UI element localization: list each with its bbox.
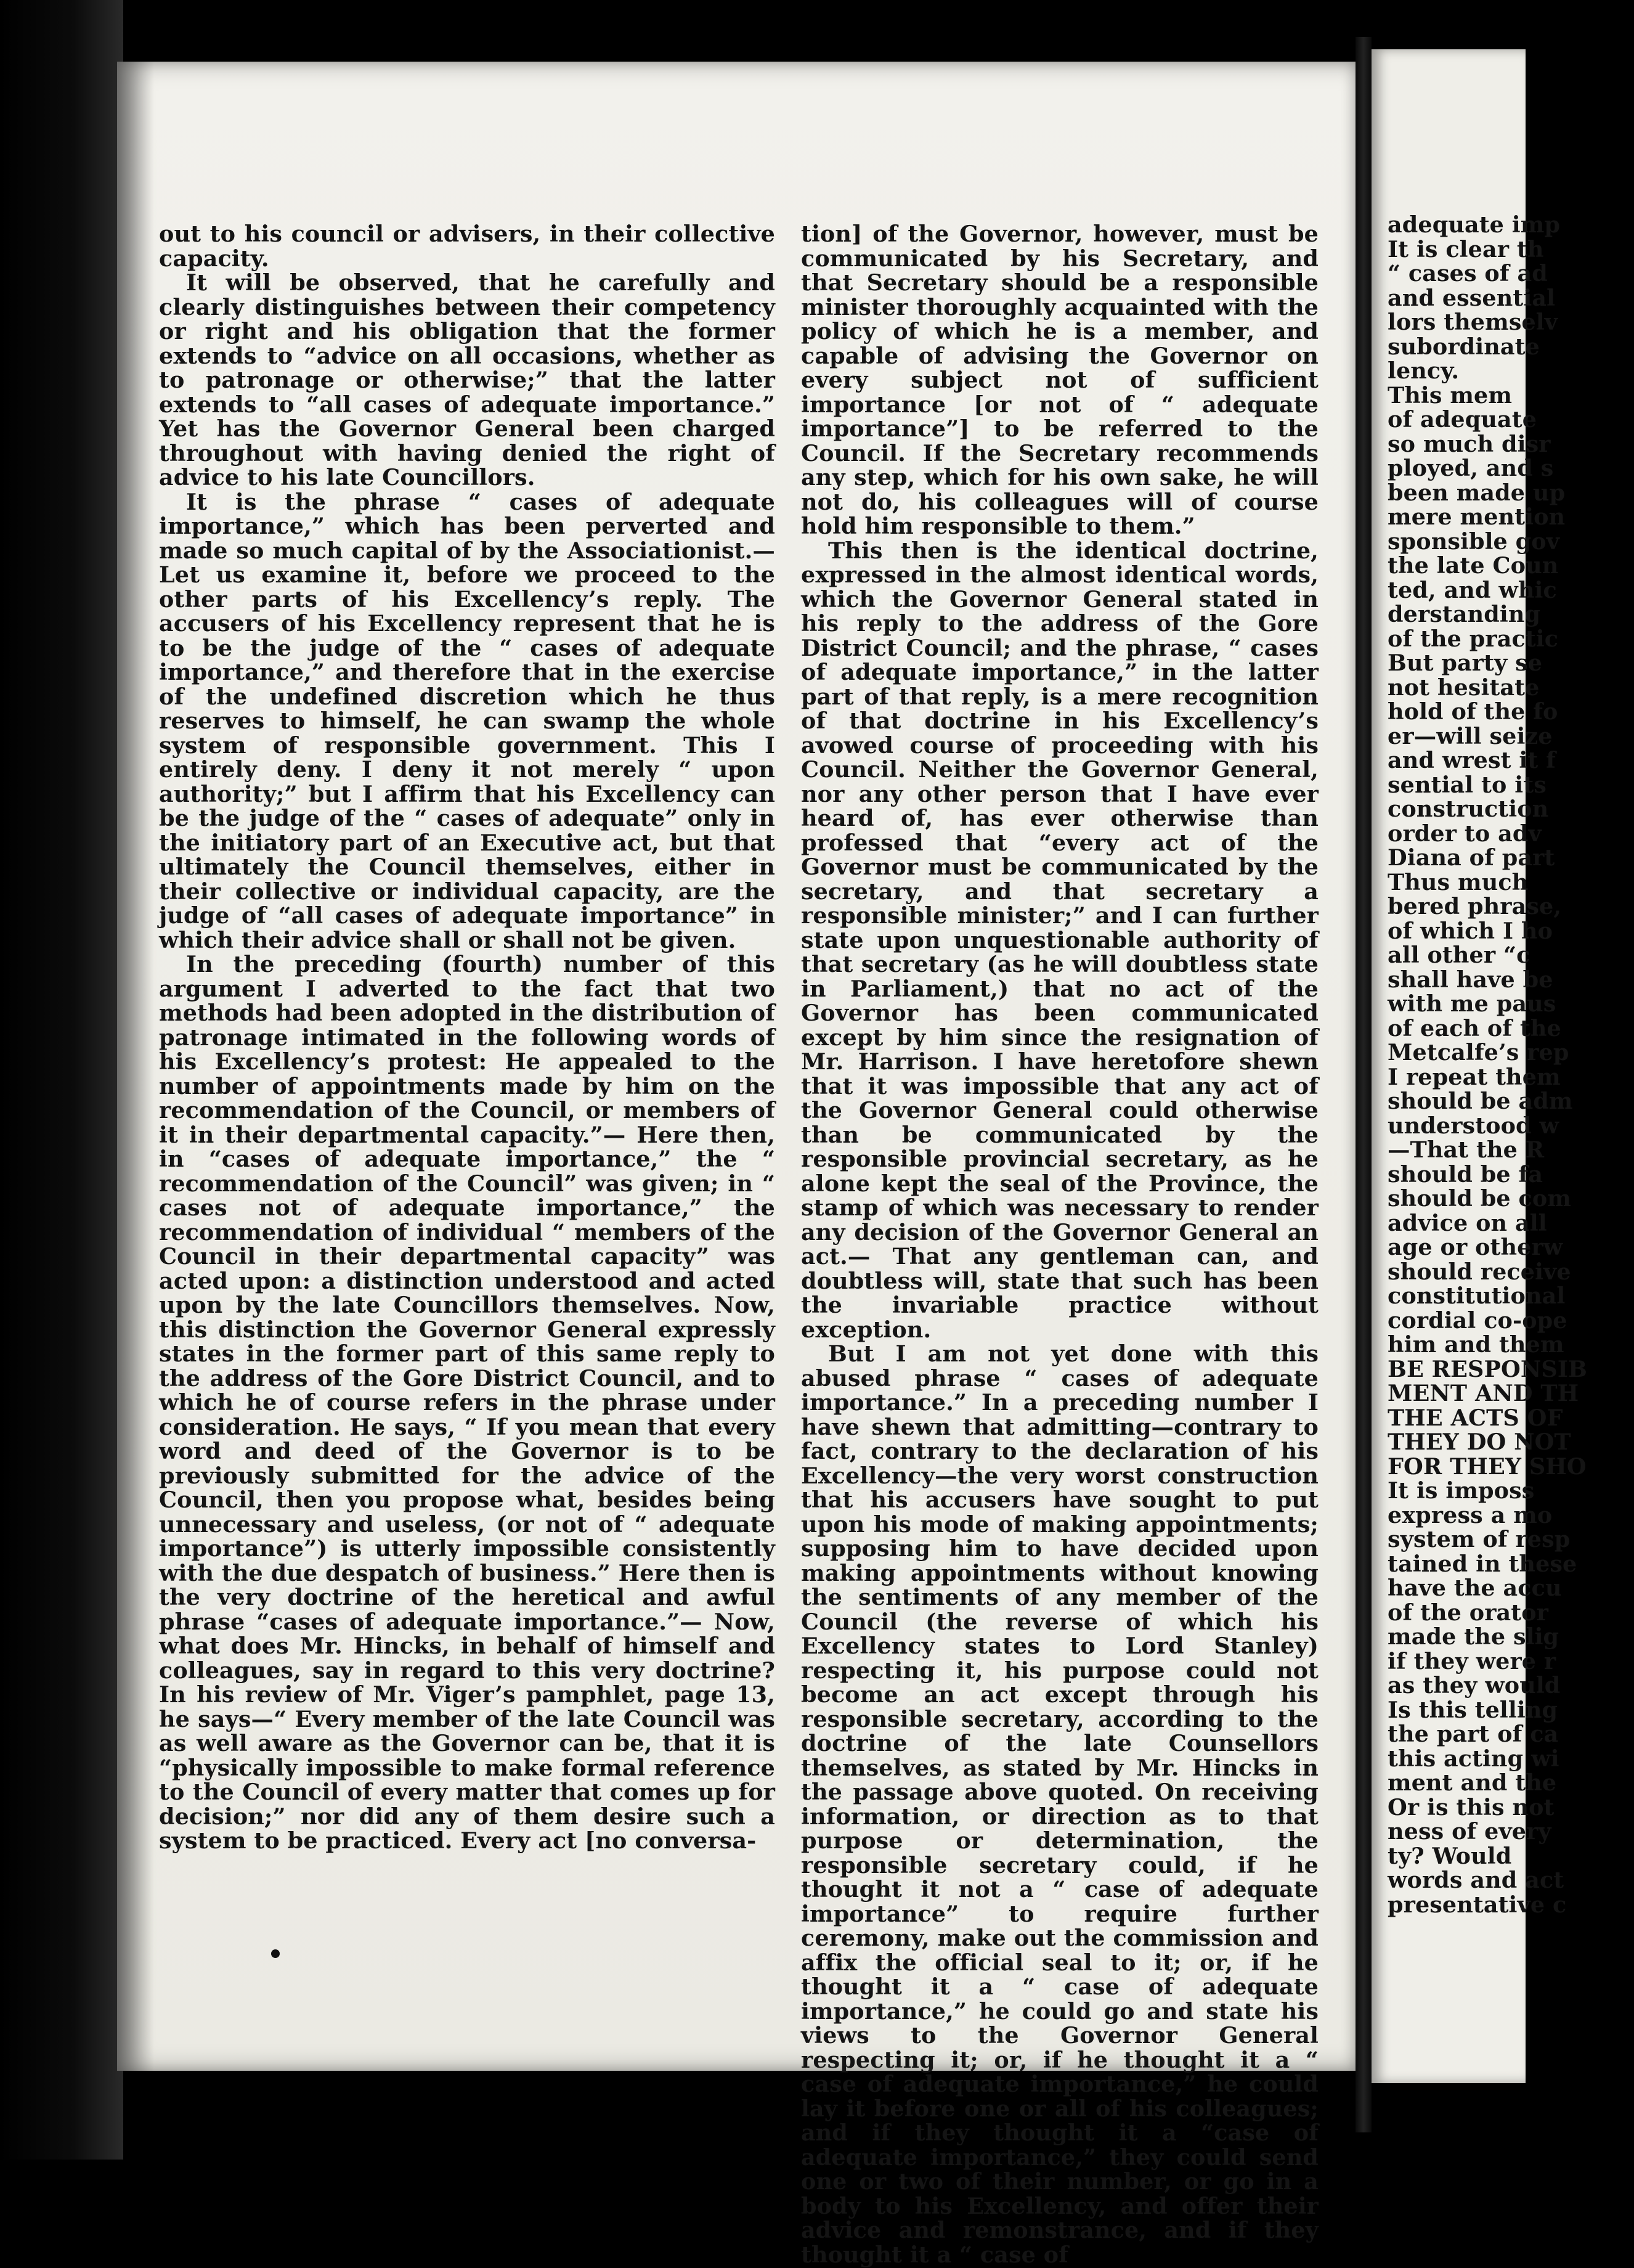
paragraph: tion] of the Governor, however, must be communicated by his Secretary, and that Secretary should be a responsible minister thoroughly acquainted with the policy of which he is a member, and capable of advising the Governor on every subject not of sufficient importance [or not of “ adequate importance”] to be referred to the Council. If the Secretary recommends any step, which for his own sake, he will not do, his colleagues will of course hold him responsible to them.” bbox=[801, 221, 1319, 539]
text-line: Is this telling bbox=[1388, 1696, 1558, 1723]
text-line: if they were r bbox=[1388, 1647, 1556, 1674]
text-line: of the orator bbox=[1388, 1599, 1549, 1626]
text-line: THEY DO NOT bbox=[1388, 1429, 1571, 1455]
text-line: MENT AND TH bbox=[1388, 1380, 1579, 1406]
text-line: It is imposs bbox=[1388, 1477, 1535, 1504]
text-line: of each of the bbox=[1388, 1014, 1561, 1042]
text-line: made the slig bbox=[1388, 1623, 1559, 1650]
text-line: Thus much bbox=[1388, 868, 1529, 895]
text-line: bered phrase, bbox=[1388, 893, 1562, 920]
text-line: —That the R bbox=[1388, 1136, 1545, 1163]
text-line: and wrest it f bbox=[1388, 747, 1556, 773]
text-line: presentative c bbox=[1388, 1891, 1567, 1918]
text-line: and essential bbox=[1388, 284, 1556, 311]
text-line: should receive bbox=[1388, 1258, 1571, 1285]
text-line: ment and the bbox=[1388, 1769, 1557, 1796]
text-line: sponsible gov bbox=[1388, 528, 1560, 555]
text-line: I repeat them bbox=[1388, 1063, 1561, 1090]
text-line: of the practic bbox=[1388, 625, 1559, 652]
text-line: cordial co-ope bbox=[1388, 1307, 1567, 1334]
text-line: of which I ho bbox=[1388, 917, 1553, 944]
text-line: order to adv bbox=[1388, 820, 1542, 847]
text-column-1 bbox=[159, 222, 775, 1853]
text-line: er—will seize bbox=[1388, 722, 1553, 749]
text-line: so much disr bbox=[1388, 430, 1551, 457]
text-line: subordinate bbox=[1388, 333, 1540, 360]
text-line: lency. bbox=[1388, 357, 1460, 384]
ink-dot bbox=[271, 1949, 280, 1958]
text-line: lors themselv bbox=[1388, 309, 1558, 335]
text-line: constitutional bbox=[1388, 1283, 1566, 1309]
text-line: this acting wi bbox=[1388, 1745, 1559, 1772]
text-line: have the accu bbox=[1388, 1575, 1562, 1601]
text-line: derstanding bbox=[1388, 601, 1541, 627]
paragraph: In the preceding (fourth) number of this argument I adverted to the fact that two methods had been adopted in the distribution of patronage intimated in the following words of his Excellency’s protest: He appealed to the number of appointments made by him on the recommendation of the Council, or members of it in their departmental capacity.”— Here then, in “cases of adequate importance,” the “ recommendation of the Council” was given; in “ cases not of adequate importance,” the recommendation of individual “ members of the Council in their departmental capacity” was acted upon: a distinction understood and acted upon by the late Councillors themselves. Now, this distinction the Governor General expressly states in the former part of this same reply to the address of the Gore District Council, and to which he of course refers in the phrase under consideration. He says, “ If you mean that every word and deed of the Governor is to be previously submitted for the advice of the Council, then you propose what, besides being unnecessary and useless, (or not of “ adequate importance”) is utterly impossible consistently with the due despatch of business.” Here then is the very doctrine of the heretical and awful phrase “cases of adequate importance.”— Now, what does Mr. Hincks, in behalf of himself and colleagues, say in regard to this very doctrine? In his review of Mr. Viger’s pamphlet, page 13, he says—“ Every member of the late Council was as well aware as the Governor can be, that it is “physically impossible to make formal reference to the Council of every matter that comes up for decision;” nor did any of them desire such a system to be practiced. Every act [no conversa- bbox=[159, 951, 775, 1854]
text-line: It is clear th bbox=[1388, 235, 1544, 263]
paragraph: It will be observed, that he carefully and clearly distinguishes between their competency or right and his obligation that the former extends to “advice on all occasions, whether as to patronage or otherwise;” that the latter extends to “all cases of adequate importance.” Yet has the Governor General been charged throughout with having denied the right of advice to his late Councillors. bbox=[159, 269, 775, 491]
paragraph: But I am not yet done with this abused phrase “ cases of adequate importance.” In a preceding number I have shewn that admitting—contrary to fact, contrary to the declaration of his Excellency—the very worst construction that his accusers have sought to put upon his mode of making appointments; supposing him to have decided upon making appointments without knowing the sentiments of any member of the Council (the reverse of which his Excellency states to Lord Stanley) respecting it, his purpose could not become an act except through his responsible secretary, according to the doctrine of the late Counsellors themselves, as stated by Mr. Hincks in the passage above quoted. On receiving information, or direction as to that purpose or determination, the responsible secretary could, if he thought it not a “ case of adequate importance” to require further ceremony, make out the commission and affix the official seal to it; or, if he thought it a “ case of adequate importance,” he could go and state his views to the Governor General respecting it; or, if he thought it a “ case of adequate importance,” he could lay it before one or all of his colleagues; and if they thought it a “case of adequate importance,” they could send one or two of their number, or go in a body to his Excellency, and offer their advice and remonstrance, and if they thought it a “ case of bbox=[801, 1340, 1319, 2268]
text-line: been made up bbox=[1388, 479, 1566, 506]
text-line: ty? Would bbox=[1388, 1842, 1512, 1869]
text-line: as they would bbox=[1388, 1672, 1561, 1699]
text-line: the late Coun bbox=[1388, 552, 1559, 579]
paragraph: It is the phrase “ cases of adequate importance,” which has been perverted and made so much capital of by the Associationist.— Let us examine it, before we proceed to the other parts of his Excellency’s reply. The accusers of his Excellency represent that he is to be the judge of the “ cases of adequate importance,” and therefore that in the exercise of the undefined discretion which he thus reserves to himself, he can swamp the whole system of responsible government. This I entirely deny. I deny it not merely “ upon authority;” but I affirm that his Excellency can be the judge of the “ cases of adequate” only in the initiatory part of an Executive act, but that ultimately the Council themselves, either in their collective or individual capacity, are the judge of “all cases of adequate importance” in which their advice shall or shall not be given. bbox=[159, 488, 775, 953]
text-line: express a mo bbox=[1388, 1501, 1553, 1528]
text-line: mere mention bbox=[1388, 504, 1566, 530]
text-line: should be com bbox=[1388, 1185, 1572, 1212]
text-line: should be adm bbox=[1388, 1088, 1573, 1114]
text-line: Or is this not bbox=[1388, 1793, 1555, 1821]
text-line: understood w bbox=[1388, 1112, 1559, 1139]
text-line: of adequate bbox=[1388, 406, 1537, 433]
text-line: construction bbox=[1388, 796, 1549, 822]
text-line: This mem bbox=[1388, 381, 1513, 409]
text-line: BE RESPONSIB bbox=[1388, 1355, 1587, 1382]
text-line: words and act bbox=[1388, 1867, 1564, 1893]
paragraph: out to his council or advisers, in their collective capacity. bbox=[159, 221, 775, 272]
text-line: tained in these bbox=[1388, 1550, 1577, 1577]
text-line: with me paus bbox=[1388, 990, 1556, 1017]
text-line: all other “c bbox=[1388, 942, 1530, 968]
text-line: should be fa bbox=[1388, 1161, 1543, 1188]
text-line: ployed, and s bbox=[1388, 455, 1554, 481]
text-line: the part of ca bbox=[1388, 1721, 1559, 1747]
text-line: age or otherw bbox=[1388, 1234, 1563, 1260]
text-line: THE ACTS OF bbox=[1388, 1404, 1563, 1431]
text-line: Metcalfe’s rep bbox=[1388, 1039, 1569, 1066]
page-gutter bbox=[1356, 37, 1372, 2132]
text-line: ness of every bbox=[1388, 1818, 1551, 1845]
text-line: advice on all bbox=[1388, 1209, 1547, 1236]
text-line: FOR THEY SHO bbox=[1388, 1453, 1587, 1480]
paragraph: This then is the identical doctrine, expressed in the almost identical words, which the Governor General stated in his reply to the address of the Gore District Council; and the phrase, “ cases of adequate importance,” in the latter part of that reply, is a mere recognition of that doctrine in his Excellency’s avowed course of proceeding with his Council. Neither the Governor General, nor any other person that I have ever heard of, has ever otherwise than professed that “every act of the Governor must be communicated by the secretary, and that secretary a responsible minister;” and I can further state upon unquestionable authority of that secretary (as he will doubtless state in Parliament,) that no act of the Governor has been communicated except by him since the resignation of Mr. Harrison. I have heretofore shewn that it was impossible that any act of the Governor General could otherwise than be communicated by the responsible provincial secretary, as he alone kept the seal of the Province, the stamp of which was necessary to render any decision of the Governor General an act.— That any gentleman can, and doubtless will, state that such has been the invariable practice without exception. bbox=[801, 537, 1319, 1343]
text-line: him and them bbox=[1388, 1331, 1564, 1358]
text-line: But party se bbox=[1388, 650, 1543, 676]
text-line: Diana of part bbox=[1388, 844, 1555, 871]
scan-dark-margin bbox=[0, 0, 123, 2160]
text-line: “ cases of ad bbox=[1388, 260, 1548, 287]
text-line: shall have be bbox=[1388, 966, 1553, 993]
text-line: not hesitate bbox=[1388, 674, 1540, 701]
text-line: adequate imp bbox=[1388, 211, 1561, 238]
text-column-2 bbox=[801, 222, 1319, 2267]
text-column-3-cropped bbox=[1388, 213, 1634, 1917]
text-line: hold of the fo bbox=[1388, 698, 1558, 725]
text-line: ted, and whic bbox=[1388, 576, 1557, 603]
text-line: sential to its bbox=[1388, 771, 1547, 798]
text-line: system of resp bbox=[1388, 1526, 1571, 1552]
